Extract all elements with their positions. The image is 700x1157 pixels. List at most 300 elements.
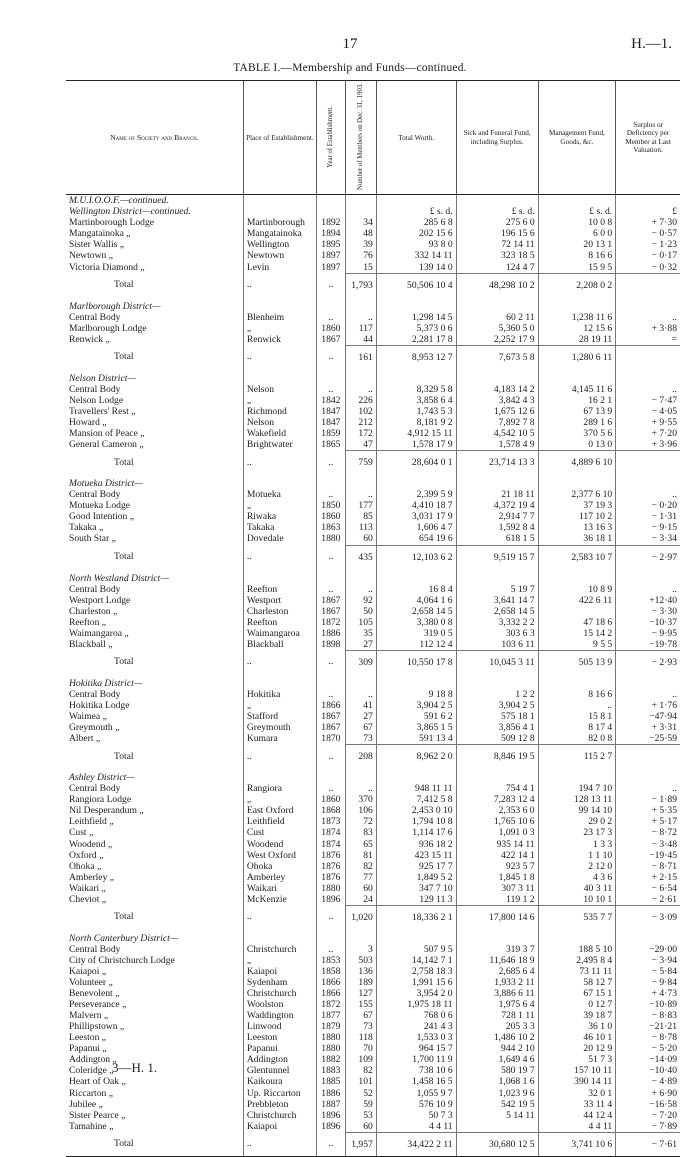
table-header-row <box>66 81 680 195</box>
surplus-deficiency: .. <box>616 312 680 323</box>
branch-name: Nelson Lodge <box>69 394 124 406</box>
year-established: 1897 <box>316 262 345 274</box>
branch-name: Albert „ <box>69 733 101 745</box>
management-fund: 73 11 11 <box>538 966 616 977</box>
branch-name: City of Christchurch Lodge <box>69 954 175 966</box>
empty-cell <box>243 195 316 207</box>
place-of-establishment: Blackball <box>243 639 316 651</box>
member-count: 113 <box>345 522 376 533</box>
sick-funeral-fund: 944 2 10 <box>456 1043 538 1054</box>
branch-name: Blackball „ <box>69 638 113 650</box>
surplus-deficiency: − 0·32 <box>616 262 680 274</box>
unit-label <box>376 478 456 489</box>
branch-name: Tamahine „ <box>69 1120 114 1132</box>
branch-name: Greymouth „ <box>69 722 120 734</box>
member-count: 172 <box>345 428 376 439</box>
place-of-establishment: .. <box>243 905 316 929</box>
unit-label <box>456 195 538 207</box>
table-row <box>66 1065 680 1076</box>
district-name: Wellington District—continued. <box>69 206 191 218</box>
place-of-establishment: Nelson <box>243 417 316 428</box>
table-row <box>66 323 680 334</box>
table-row <box>66 894 680 906</box>
branch-name: Takaka „ <box>69 522 104 534</box>
surplus-deficiency: − 8·78 <box>616 1032 680 1043</box>
district-heading-row <box>66 301 680 312</box>
surplus-deficiency: − 1·31 <box>616 511 680 522</box>
surplus-deficiency: − 2·93 <box>616 650 680 674</box>
sick-funeral-fund: 1,975 6 4 <box>456 999 538 1010</box>
management-fund: 13 16 3 <box>538 522 616 533</box>
table-row <box>66 489 680 500</box>
table-row <box>66 839 680 850</box>
district-heading-row <box>66 373 680 384</box>
col-management-fund-header: Management Fund, Goods, &c. <box>538 81 616 195</box>
unit-label <box>538 573 616 584</box>
sick-funeral-fund: 3,904 2 5 <box>456 700 538 711</box>
year-established: 1897 <box>316 250 345 261</box>
sick-funeral-fund: 4,372 19 4 <box>456 500 538 511</box>
table-row <box>66 944 680 955</box>
place-of-establishment: Waikari <box>243 883 316 894</box>
management-fund: 39 18 7 <box>538 1010 616 1021</box>
sick-funeral-fund: 10,045 3 11 <box>456 650 538 674</box>
surplus-deficiency <box>616 745 680 769</box>
management-fund: 4 3 6 <box>538 872 616 883</box>
branch-name: Central Body <box>69 943 121 955</box>
table-title: TABLE I.—Membership and Funds—continued. <box>233 62 467 74</box>
sick-funeral-fund: 1,068 1 6 <box>456 1076 538 1087</box>
year-established: .. <box>316 944 345 955</box>
total-worth: 925 17 7 <box>376 861 456 872</box>
unit-label <box>376 678 456 689</box>
total-row <box>66 905 680 929</box>
sick-funeral-fund: 5 19 7 <box>456 584 538 595</box>
surplus-deficiency: + 4·73 <box>616 988 680 999</box>
sick-funeral-fund: 580 19 7 <box>456 1065 538 1076</box>
branch-name: Amberley „ <box>69 871 115 883</box>
place-of-establishment: West Oxford <box>243 850 316 861</box>
table-row <box>66 883 680 894</box>
year-established: 1867 <box>316 722 345 733</box>
sick-funeral-fund: 205 3 3 <box>456 1021 538 1032</box>
surplus-deficiency: − 0·57 <box>616 228 680 239</box>
place-of-establishment: Blenheim <box>243 312 316 323</box>
member-count: 81 <box>345 850 376 861</box>
total-worth: 2,281 17 8 <box>376 334 456 346</box>
district-heading-row <box>66 206 680 217</box>
total-label: Total <box>114 911 134 923</box>
place-of-establishment: .. <box>243 1132 316 1156</box>
management-fund: 32 0 1 <box>538 1088 616 1099</box>
surplus-deficiency: .. <box>616 384 680 395</box>
member-count: .. <box>345 384 376 395</box>
year-established: 1859 <box>316 428 345 439</box>
place-of-establishment: .. <box>243 545 316 569</box>
surplus-deficiency: .. <box>616 584 680 595</box>
branch-name: Westport Lodge <box>69 594 131 606</box>
sick-funeral-fund: 60 2 11 <box>456 312 538 323</box>
surplus-deficiency: − 5·20 <box>616 1043 680 1054</box>
place-of-establishment: Sydenham <box>243 977 316 988</box>
surplus-deficiency: − 0·20 <box>616 500 680 511</box>
sick-funeral-fund: 119 1 2 <box>456 894 538 906</box>
management-fund: 36 1 0 <box>538 1021 616 1032</box>
empty-cell <box>316 933 345 944</box>
empty-cell <box>243 206 316 217</box>
district-heading-row <box>66 573 680 584</box>
sick-funeral-fund: 30,680 12 5 <box>456 1132 538 1156</box>
sick-funeral-fund: 575 18 1 <box>456 711 538 722</box>
member-count: 118 <box>345 1032 376 1043</box>
year-established: 1872 <box>316 999 345 1010</box>
member-count: 212 <box>345 417 376 428</box>
member-count: 15 <box>345 262 376 274</box>
total-row <box>66 650 680 674</box>
total-worth: 8,181 9 2 <box>376 417 456 428</box>
unit-label <box>616 772 680 783</box>
sick-funeral-fund: 1,023 9 6 <box>456 1088 538 1099</box>
member-count: 41 <box>345 700 376 711</box>
sick-funeral-fund: 72 14 11 <box>456 239 538 250</box>
place-of-establishment: Amberley <box>243 872 316 883</box>
table-row <box>66 1088 680 1099</box>
surplus-deficiency: = <box>616 334 680 346</box>
year-established: 1882 <box>316 1054 345 1065</box>
branch-name: Jubilee „ <box>69 1098 103 1110</box>
place-of-establishment: .. <box>243 745 316 769</box>
year-established: 1850 <box>316 500 345 511</box>
empty-cell <box>345 772 376 783</box>
place-of-establishment: Hokitika <box>243 689 316 700</box>
table-body <box>66 195 680 1157</box>
table-row <box>66 617 680 628</box>
table-row <box>66 239 680 250</box>
total-label: Total <box>66 1132 243 1156</box>
surplus-deficiency: + 6·90 <box>616 1088 680 1099</box>
year-established: 1847 <box>316 417 345 428</box>
table-row <box>66 428 680 439</box>
management-fund: 1,238 11 6 <box>538 312 616 323</box>
place-of-establishment: Wakefield <box>243 428 316 439</box>
place-of-establishment: Papanui <box>243 1043 316 1054</box>
total-worth: 34,422 2 11 <box>376 1132 456 1156</box>
management-fund: 0 12 7 <box>538 999 616 1010</box>
surplus-deficiency: −47·94 <box>616 711 680 722</box>
branch-name: Leithfield „ <box>69 816 114 828</box>
year-established: .. <box>316 273 345 297</box>
management-fund: 4 4 11 <box>538 1121 616 1133</box>
branch-name: Central Body <box>69 383 121 395</box>
place-of-establishment: Greymouth <box>243 722 316 733</box>
management-fund: 1 1 10 <box>538 850 616 861</box>
district-heading-row <box>66 478 680 489</box>
table-row <box>66 1121 680 1133</box>
year-established: 1874 <box>316 827 345 838</box>
total-worth: 591 6 2 <box>376 711 456 722</box>
member-count: 161 <box>345 345 376 369</box>
sick-funeral-fund: 307 3 11 <box>456 883 538 894</box>
management-fund: 6 0 0 <box>538 228 616 239</box>
unit-label: £ s. d. <box>538 206 616 217</box>
management-fund: 2,377 6 10 <box>538 489 616 500</box>
management-fund: 2,495 8 4 <box>538 955 616 966</box>
sick-funeral-fund: 1,933 2 11 <box>456 977 538 988</box>
branch-name: South Star „ <box>69 533 116 545</box>
total-worth: 2,399 5 9 <box>376 489 456 500</box>
surplus-deficiency: − 9·95 <box>616 628 680 639</box>
place-of-establishment: Kaiapoi <box>243 966 316 977</box>
unit-label <box>616 301 680 312</box>
branch-name: Kaiapoi „ <box>69 966 107 977</box>
sick-funeral-fund: 3,842 4 3 <box>456 395 538 406</box>
surplus-deficiency: − 7·89 <box>616 1121 680 1133</box>
table-row <box>66 966 680 977</box>
surplus-deficiency: − 4·05 <box>616 406 680 417</box>
unit-label <box>456 373 538 384</box>
year-established: 1879 <box>316 1021 345 1032</box>
management-fund: 10 8 9 <box>538 584 616 595</box>
table-row <box>66 500 680 511</box>
district-name: North Westland District— <box>69 572 169 584</box>
branch-name: Benevolent „ <box>69 988 120 1000</box>
place-of-establishment: Waddington <box>243 1010 316 1021</box>
sick-funeral-fund: 23,714 13 3 <box>456 451 538 475</box>
place-of-establishment: Martinborough <box>243 217 316 228</box>
empty-cell <box>345 206 376 217</box>
management-fund: 37 19 3 <box>538 500 616 511</box>
member-count: 105 <box>345 617 376 628</box>
year-established: 1870 <box>316 733 345 745</box>
empty-cell <box>316 478 345 489</box>
total-worth: 319 0 5 <box>376 628 456 639</box>
surplus-deficiency: + 3·31 <box>616 722 680 733</box>
year-established: 1880 <box>316 533 345 545</box>
total-worth: 112 12 4 <box>376 639 456 651</box>
empty-cell <box>345 933 376 944</box>
unit-label <box>456 573 538 584</box>
branch-name: Heart of Oak „ <box>69 1076 126 1088</box>
surplus-deficiency: −29·00 <box>616 944 680 955</box>
membership-funds-table <box>66 80 680 1157</box>
total-worth: 1,533 0 3 <box>376 1032 456 1043</box>
year-established: 1860 <box>316 511 345 522</box>
total-worth: 129 11 3 <box>376 894 456 906</box>
total-worth: 4,912 15 11 <box>376 428 456 439</box>
sick-funeral-fund: 754 4 1 <box>456 783 538 794</box>
management-fund: .. <box>538 700 616 711</box>
total-worth: 1,298 14 5 <box>376 312 456 323</box>
total-worth: 3,031 17 9 <box>376 511 456 522</box>
member-count: 52 <box>345 1088 376 1099</box>
table-row <box>66 955 680 966</box>
year-established: .. <box>316 489 345 500</box>
sick-funeral-fund: 2,353 6 0 <box>456 805 538 816</box>
member-count: 83 <box>345 827 376 838</box>
surplus-deficiency: − 4·89 <box>616 1076 680 1087</box>
unit-label <box>456 678 538 689</box>
surplus-deficiency: −16·58 <box>616 1099 680 1110</box>
place-of-establishment: Mangatainoka <box>243 228 316 239</box>
sick-funeral-fund: 5 14 11 <box>456 1110 538 1121</box>
management-fund: 117 10 2 <box>538 511 616 522</box>
member-count: 60 <box>345 533 376 545</box>
total-row <box>66 273 680 297</box>
sick-funeral-fund: 1 2 2 <box>456 689 538 700</box>
management-fund: 16 2 1 <box>538 395 616 406</box>
unit-label <box>538 195 616 207</box>
total-label: Total <box>114 456 134 468</box>
unit-label: £ s. d. <box>376 206 456 217</box>
surplus-deficiency: −14·09 <box>616 1054 680 1065</box>
empty-cell <box>316 772 345 783</box>
place-of-establishment: Woolston <box>243 999 316 1010</box>
management-fund: 20 13 1 <box>538 239 616 250</box>
sick-funeral-fund: 923 5 7 <box>456 861 538 872</box>
year-established: 1883 <box>316 1065 345 1076</box>
unit-label <box>538 373 616 384</box>
management-fund: 47 18 6 <box>538 617 616 628</box>
place-of-establishment: Renwick <box>243 334 316 346</box>
member-count: 435 <box>345 545 376 569</box>
table-row <box>66 384 680 395</box>
total-worth: 7,412 5 8 <box>376 794 456 805</box>
branch-name: Rangiora Lodge <box>69 794 132 806</box>
sick-funeral-fund: 3,332 2 2 <box>456 617 538 628</box>
year-established: 1896 <box>316 1110 345 1121</box>
management-fund: 67 13 9 <box>538 406 616 417</box>
total-worth: 936 18 2 <box>376 839 456 850</box>
branch-name: Oxford „ <box>69 849 104 861</box>
year-established: 1886 <box>316 1088 345 1099</box>
member-count: 85 <box>345 511 376 522</box>
total-worth: 3,904 2 5 <box>376 700 456 711</box>
sick-funeral-fund: 48,298 10 2 <box>456 273 538 297</box>
sick-funeral-fund: 1,649 4 6 <box>456 1054 538 1065</box>
place-of-establishment: „ <box>243 794 316 805</box>
member-count: 1,957 <box>345 1132 376 1156</box>
branch-name: Howard „ <box>69 417 107 429</box>
management-fund: 28 19 11 <box>538 334 616 346</box>
sick-funeral-fund: 422 14 1 <box>456 850 538 861</box>
management-fund: 370 5 6 <box>538 428 616 439</box>
place-of-establishment: Kumara <box>243 733 316 745</box>
management-fund: 33 11 4 <box>538 1099 616 1110</box>
place-of-establishment: .. <box>243 273 316 297</box>
branch-name: Cust „ <box>69 827 94 839</box>
branch-name: Victoria Diamond „ <box>69 261 145 273</box>
place-of-establishment: Richmond <box>243 406 316 417</box>
member-count: 226 <box>345 395 376 406</box>
branch-name: Central Body <box>69 311 121 323</box>
year-established: .. <box>316 745 345 769</box>
table-row <box>66 1043 680 1054</box>
surplus-deficiency: − 8·71 <box>616 861 680 872</box>
surplus-deficiency: +12·40 <box>616 595 680 606</box>
surplus-deficiency: − 6·54 <box>616 883 680 894</box>
sick-funeral-fund: 11,646 18 9 <box>456 955 538 966</box>
management-fund: 51 7 3 <box>538 1054 616 1065</box>
table-row <box>66 1076 680 1087</box>
sick-funeral-fund: 7,283 12 4 <box>456 794 538 805</box>
district-heading-row <box>66 933 680 944</box>
year-established: 1887 <box>316 1099 345 1110</box>
total-worth: 8,329 5 8 <box>376 384 456 395</box>
table-row <box>66 988 680 999</box>
surplus-deficiency: − 8·83 <box>616 1010 680 1021</box>
table-row <box>66 584 680 595</box>
table-row <box>66 850 680 861</box>
empty-cell <box>243 678 316 689</box>
year-established: 1865 <box>316 439 345 451</box>
year-established: 1877 <box>316 1010 345 1021</box>
place-of-establishment: Prebbleton <box>243 1099 316 1110</box>
surplus-deficiency: − 3·30 <box>616 606 680 617</box>
table-row <box>66 1110 680 1121</box>
management-fund: 29 0 2 <box>538 816 616 827</box>
unit-label <box>376 301 456 312</box>
total-worth: 9 18 8 <box>376 689 456 700</box>
total-row <box>66 345 680 369</box>
sick-funeral-fund: 3,641 14 7 <box>456 595 538 606</box>
unit-label <box>376 373 456 384</box>
year-established: 1874 <box>316 839 345 850</box>
sick-funeral-fund: 319 3 7 <box>456 944 538 955</box>
table-row <box>66 395 680 406</box>
year-established: 1880 <box>316 1043 345 1054</box>
member-count: 82 <box>345 861 376 872</box>
branch-name: Charleston „ <box>69 605 118 617</box>
member-count: 47 <box>345 439 376 451</box>
sick-funeral-fund: 103 6 11 <box>456 639 538 651</box>
sick-funeral-fund: 2,658 14 5 <box>456 606 538 617</box>
place-of-establishment: Wellington <box>243 239 316 250</box>
member-count: 60 <box>345 883 376 894</box>
management-fund: 40 3 11 <box>538 883 616 894</box>
branch-name: Good Intention „ <box>69 511 135 523</box>
total-row <box>66 451 680 475</box>
place-of-establishment: Levin <box>243 262 316 274</box>
sick-funeral-fund: 3,856 4 1 <box>456 722 538 733</box>
place-of-establishment: „ <box>243 955 316 966</box>
place-of-establishment: „ <box>243 700 316 711</box>
sick-funeral-fund: 4,183 14 2 <box>456 384 538 395</box>
member-count: 73 <box>345 733 376 745</box>
management-fund: 128 13 11 <box>538 794 616 805</box>
management-fund: 188 5 10 <box>538 944 616 955</box>
table-row <box>66 794 680 805</box>
sick-funeral-fund <box>456 1121 538 1133</box>
member-count: 3 <box>345 944 376 955</box>
year-established: 1868 <box>316 805 345 816</box>
empty-cell <box>243 301 316 312</box>
place-of-establishment: Christchurch <box>243 988 316 999</box>
management-fund: 82 0 8 <box>538 733 616 745</box>
member-count: 34 <box>345 217 376 228</box>
footer-reference: 3—H. 1. <box>112 1060 158 1075</box>
table-row <box>66 700 680 711</box>
total-worth: 241 4 3 <box>376 1021 456 1032</box>
sick-funeral-fund: 2,914 7 7 <box>456 511 538 522</box>
unit-label <box>456 478 538 489</box>
management-fund: 194 7 10 <box>538 783 616 794</box>
management-fund <box>538 606 616 617</box>
surplus-deficiency: − 1·89 <box>616 794 680 805</box>
sick-funeral-fund: 1,486 10 2 <box>456 1032 538 1043</box>
member-count: 67 <box>345 722 376 733</box>
place-of-establishment: „ <box>243 500 316 511</box>
member-count: 1,020 <box>345 905 376 929</box>
